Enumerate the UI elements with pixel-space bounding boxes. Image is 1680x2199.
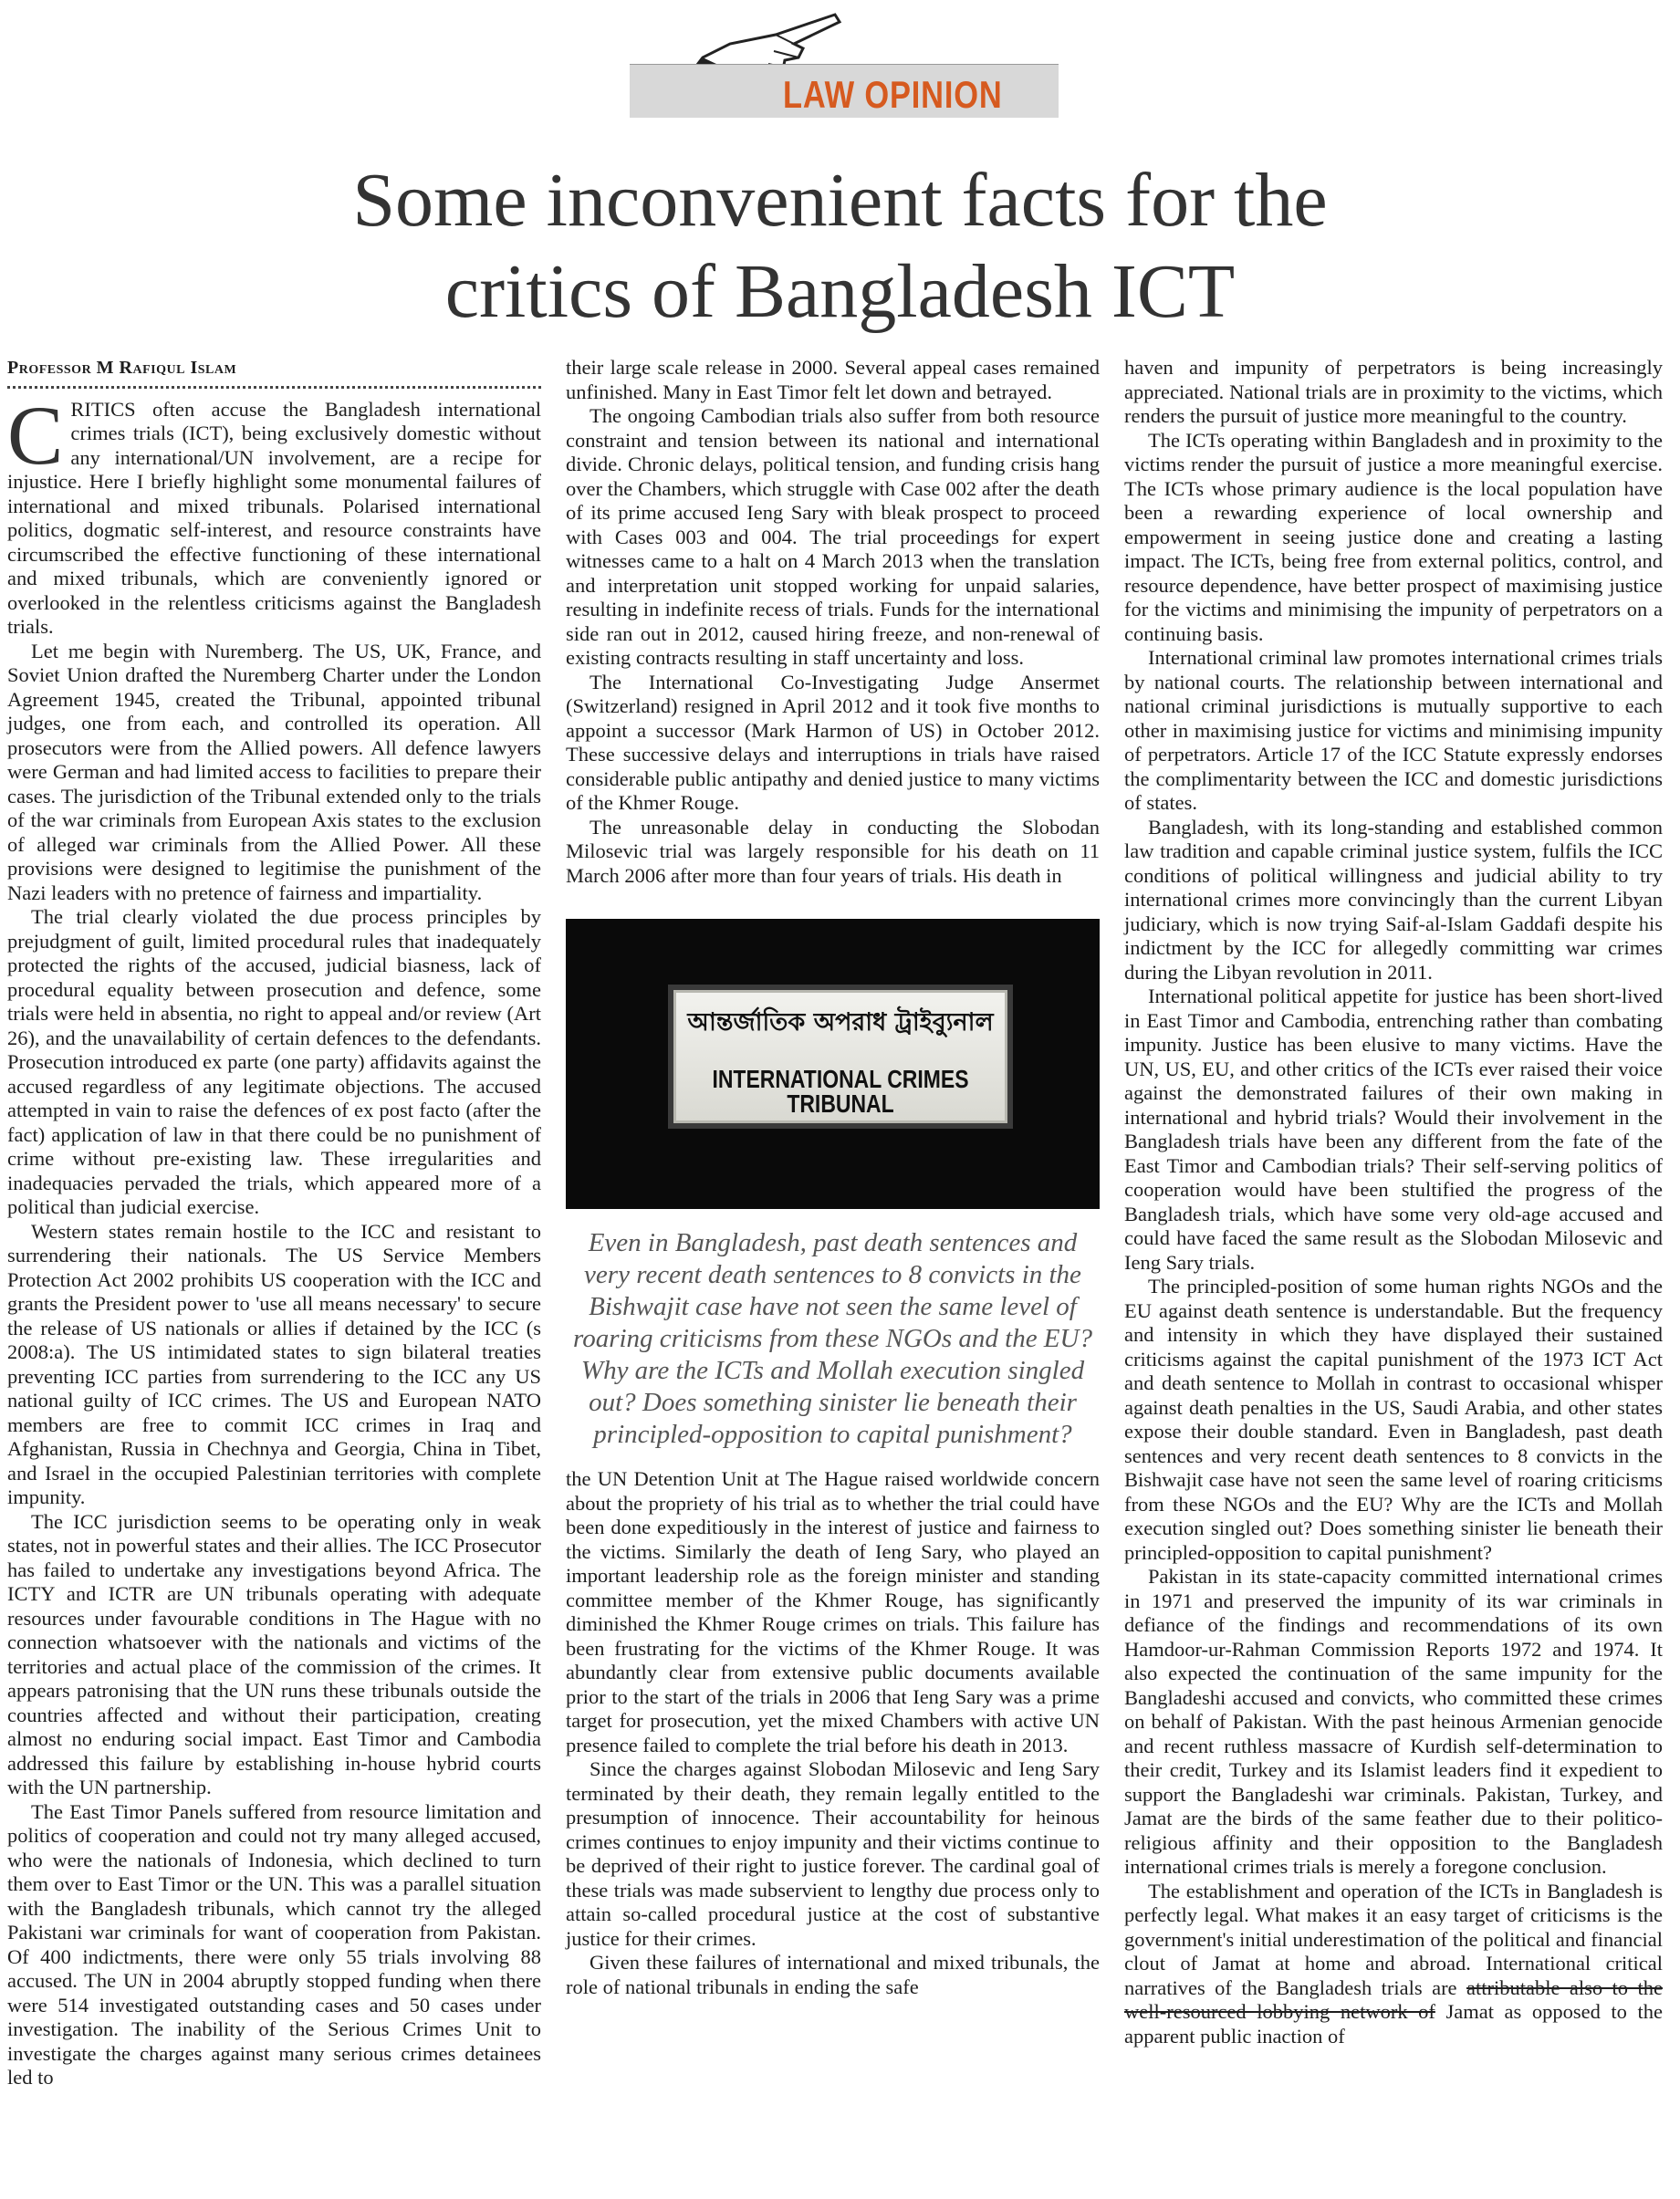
headline: [0, 155, 1680, 338]
paragraph: Bangladesh, with its long-standing and established common law tradition and capable criminal justice system, fulfils the ICC conditions of political willingness and judicial ability to try international crimes more convincingly than the current Libyan judiciary, which is now trying Saif-al-Islam Gaddafi despite his indictment by the ICC for allegedly committing war crimes during the Libyan revolution in 2011.: [1124, 815, 1663, 984]
paragraph: The unreasonable delay in conducting the Slobodan Milosevic trial was largely responsible for his death on 11 March 2006 after more than four years of trials. His death in: [566, 815, 1100, 887]
paragraph: Western states remain hostile to the ICC and resistant to surrendering their nationals. The US Service Members Protection Act 2002 prohibits US cooperation with the ICC and grants the President power to 'use all means necessary' to secure the release of US nationals or allies if detained by the ICC (s 2008:a). The US intimidated states to sign bilateral treaties preventing ICC parties from surrendering to the ICC any US national guilty of ICC crimes. The US and European NATO members are free to commit ICC crimes in Iraq and Afghanistan, Russia in Chechnya and Georgia, China in Tibet, and Israel in the occupied Palestinian territories with complete impunity.: [7, 1219, 541, 1508]
plaque-english-text: INTERNATIONAL CRIMES TRIBUNAL: [712, 1065, 969, 1118]
headline-line-1: Some inconvenient facts for the: [352, 158, 1328, 243]
paragraph: The ICC jurisdiction seems to be operating only in weak states, not in powerful states and their allies. The ICC Prosecutor has failed to undertake any investigations beyond Africa. The ICTY and ICTR are UN tribunals operating with adequate resources under favourable conditions in The Hague with no connection whatsoever with the nationals and victims of the territories and actual place of the commission of the crimes. It appears patronising that the UN runs these tribunals outside the countries affected and without their participation, creating almost no enduring social impact. East Timor and Cambodia addressed this failure by establishing in-house hybrid courts with the UN partnership.: [7, 1509, 541, 1798]
paragraph: the UN Detention Unit at The Hague raised worldwide concern about the propriety of his trial as to whether the trial could have been done expeditiously in the interest of justice and fairness to the victims. Similarly the death of Ieng Sary, who played an important leadership role as the foreign minister and standing committee member of the Khmer Rouge, has significantly diminished the Khmer Rouge crimes on trials. This failure has been frustrating for the victims of the Khmer Rouge. It was abundantly clear from extensive public documents available prior to the start of the trials in 2006 that Ieng Sary was a prime target for prosecution, yet the mixed Chambers with active UN presence failed to complete the trial before his death in 2013.: [566, 1467, 1100, 1756]
paragraph: Pakistan in its state-capacity committed international crimes in 1971 and preserved the impunity of its war criminals in defiance of the findings and recommendations of its own Hamdoor-ur-Rahman Commission Reports 1972 and 1974. It also expected the continuation of the same impunity for the Bangladeshi accused and convicts, who committed these crimes on behalf of Pakistan. With the past heinous Armenian genocide and recent ruthless massacre of Kurdish self-determination to their credit, Turkey and its Islamist leaders find it expedient to support the Bangladeshi war criminals. Pakistan, Turkey, and Jamat are the birds of the same feather due to their politico-religious affinity and their opposition to the Bangladesh international crimes trials is merely a foregone conclusion.: [1124, 1565, 1663, 1878]
paragraph: The ongoing Cambodian trials also suffer from both resource constraint and tension between its national and international divide. Chronic delays, political tension, and funding crisis hang over the Chambers, which struggle with Case 002 after the death of its prime accused Ieng Sary with bleak prospect to proceed with Cases 003 and 004. The trial proceedings for expert witnesses came to a halt on 4 March 2013 when the translation and interpretation unit stopped working for unpaid salaries, resulting in indefinite recess of trials. Funds for the international side ran out in 2012, caused hiring freeze, and non-renewal of existing contracts resulting in staff uncertainty and loss.: [566, 404, 1100, 669]
paragraph: The East Timor Panels suffered from resource limitation and politics of cooperation and could not try many alleged accused, who were the nationals of Indonesia, which declined to turn them over to East Timor or the UN. This was a parallel situation with the Bangladesh tribunals, which cannot try the alleged Pakistani war criminals for want of cooperation from Pakistan. Of 400 indictments, there were only 55 trials involving 88 accused. The UN in 2004 abruptly stopped funding when there were 514 investigated outstanding cases and 50 cases under investigation. The inability of the Serious Crimes Unit to investigate the charges against many serious crimes detainees led to: [7, 1799, 541, 2089]
paragraph: International political appetite for justice has been short-lived in East Timor and Cambodia, entrenching rather than combating impunity. Justice has been elusive to many victims. Have the UN, US, EU, and other critics of the ICTs ever raised their voice against the demonstrated failures of their own making in international and hybrid trials? Would their involvement in the Bangladesh trials have been any different from the fate of the East Timor and Cambodian trials? Their self-serving politics of cooperation would have been stultified the progress of the Bangladesh trials, which have some very old-age accused and could have faced the same result as the Slobodan Milosevic and Ieng Sary trials.: [1124, 985, 1663, 1274]
struck-text: attributable also to the well-resourced lobbying network of: [1124, 1975, 1663, 2023]
paragraph: Since the charges against Slobodan Milosevic and Ieng Sary terminated by their death, they remain legally entitled to the presumption of innocence. Their accountability for heinous crimes continues to enjoy impunity and their victims continue to be deprived of their right to justice forever. The cardinal goal of these trials was made subservient to lengthy due process only to attain so-called procedural justice at the cost of substantive justice for their crimes.: [566, 1757, 1100, 1950]
tribunal-plaque: [673, 990, 1007, 1123]
column-1: [7, 356, 541, 2090]
column-2: [566, 356, 1100, 1999]
tribunal-photo: [566, 919, 1100, 1209]
section-label: LAW OPINION: [783, 73, 1003, 116]
paragraph: The principled-position of some human rights NGOs and the EU against death sentence is understandable. But the frequency and intensity in which they have displayed their sustained criticisms against the capital punishment of the 1973 ICT Act and death sentence to Mollah in contrast to occasional whisper against death penalties in the US, Saudi Arabia, and other states expose their double standard. Even in Bangladesh, past death sentences and very recent death sentences to 8 convicts in the Bishwajit case have not seen the same level of roaring criticisms from these NGOs and the EU? Why are the ICTs and Mollah execution singled out? Does something sinister lie beneath their principled-opposition to capital punishment?: [1124, 1275, 1663, 1564]
byline: Professor M Rafiqul Islam: [7, 356, 541, 389]
paragraph: The ICTs operating within Bangladesh and in proximity to the victims render the pursuit of justice a more meaningful exercise. The ICTs whose primary audience is the local population have been a rewarding experience of local ownership and empowerment in seeing justice done and creating a lasting impact. The ICTs, being free from external politics, control, and resource dependence, have better prospect of maximising justice for the victims and minimising the impunity of perpetrators on a continuing basis.: [1124, 428, 1663, 645]
paragraph: The trial clearly violated the due process principles by prejudgment of guilt, limited procedural rules that inadequately protected the rights of the accused, judicial biasness, lack of procedural equality between prosecution and defence, some trials were held in absentia, no right to appeal and/or review (Art 26), and the unavailability of certain defences to the defendants. Prosecution introduced ex parte (one party) affidavits against the accused regardless of any legitimate objections. The accused attempted in vain to raise the defences of ex post facto (after the fact) application of law in that there could be no punishment of crime without pre-existing law. These irregularities and inadequacies pervaded the trials, which appeared more of a political than judicial exercise.: [7, 905, 541, 1218]
column-3: [1124, 356, 1663, 2048]
paragraph: their large scale release in 2000. Several appeal cases remained unfinished. Many in East Timor felt let down and betrayed.: [566, 356, 1100, 403]
plaque-bengali-text: আন্তর্জাতিক অপরাধ ট্রাইব্যুনাল: [687, 1008, 994, 1037]
paragraph: Given these failures of international and mixed tribunals, the role of national tribunals in ending the safe: [566, 1951, 1100, 1998]
drop-cap: C: [7, 388, 64, 482]
paragraph: International criminal law promotes international crimes trials by national courts. The relationship between international and national criminal jurisdictions is mutually supportive to each other in maximising justice for victims and minimising impunity of perpetrators. Article 17 of the ICC Statute expressly endorses the complimentarity between the ICC and domestic jurisdictions of states.: [1124, 646, 1663, 814]
paragraph: haven and impunity of perpetrators is being increasingly appreciated. National trials are in proximity to the victims, which renders the pursuit of justice more meaningful to the country.: [1124, 356, 1663, 427]
paragraph: Let me begin with Nuremberg. The US, UK, France, and Soviet Union drafted the Nuremberg Charter under the London Agreement 1945, created the Tribunal, appointed tribunal judges, one from each, and controlled its operation. All prosecutors were from the Allied powers. All defence lawyers were German and had limited access to facilities to prepare their cases. The jurisdiction of the Tribunal extended only to the trials of the war criminals from European Axis states to the exclusion of alleged war criminals from the Allied Power. All these provisions were designed to legitimise the punishment of the Nazi leaders with no pretence of fairness and impartiality.: [7, 639, 541, 904]
pull-quote: Even in Bangladesh, past death sentences and very recent death sentences to 8 convicts in the Bishwajit case have not seen the same level of roaring criticisms from these NGOs and the EU? Why are the ICTs and Mollah execution singled out? Does something sinister lie beneath their principled-opposition to capital punishment?: [573, 1228, 1092, 1449]
section-header: [630, 7, 1059, 117]
headline-line-2: critics of Bangladesh ICT: [444, 249, 1236, 334]
paragraph: The establishment and operation of the ICTs in Bangladesh is perfectly legal. What makes it an easy target of criticisms is the government's initial underestimation of the political and financial clout of Jamat at home and abroad. International critical narratives of the Bangladesh trials are attributable also to the well-resourced lobbying network of Jamat as opposed to the apparent public inaction of: [1124, 1879, 1663, 2048]
paragraph: The International Co-Investigating Judge Ansermet (Switzerland) resigned in April 2012 and it took five months to appoint a successor (Mark Harmon of US) in October 2012. These successive delays and interruptions in trials have raised considerable public antipathy and denied justice to many victims of the Khmer Rouge.: [566, 670, 1100, 814]
paragraph: CRITICS often accuse the Bangladesh international crimes trials (ICT), being exclusively domestic without any international/UN involvement, are a recipe for injustice. Here I briefly highlight some monumental failures of international and mixed tribunals. Polarised international politics, dogmatic self-interest, and resource constraints have circumscribed the effective functioning of these international and mixed tribunals, which are conveniently ignored or overlooked in the relentless criticisms against the Bangladesh trials.: [7, 388, 541, 638]
